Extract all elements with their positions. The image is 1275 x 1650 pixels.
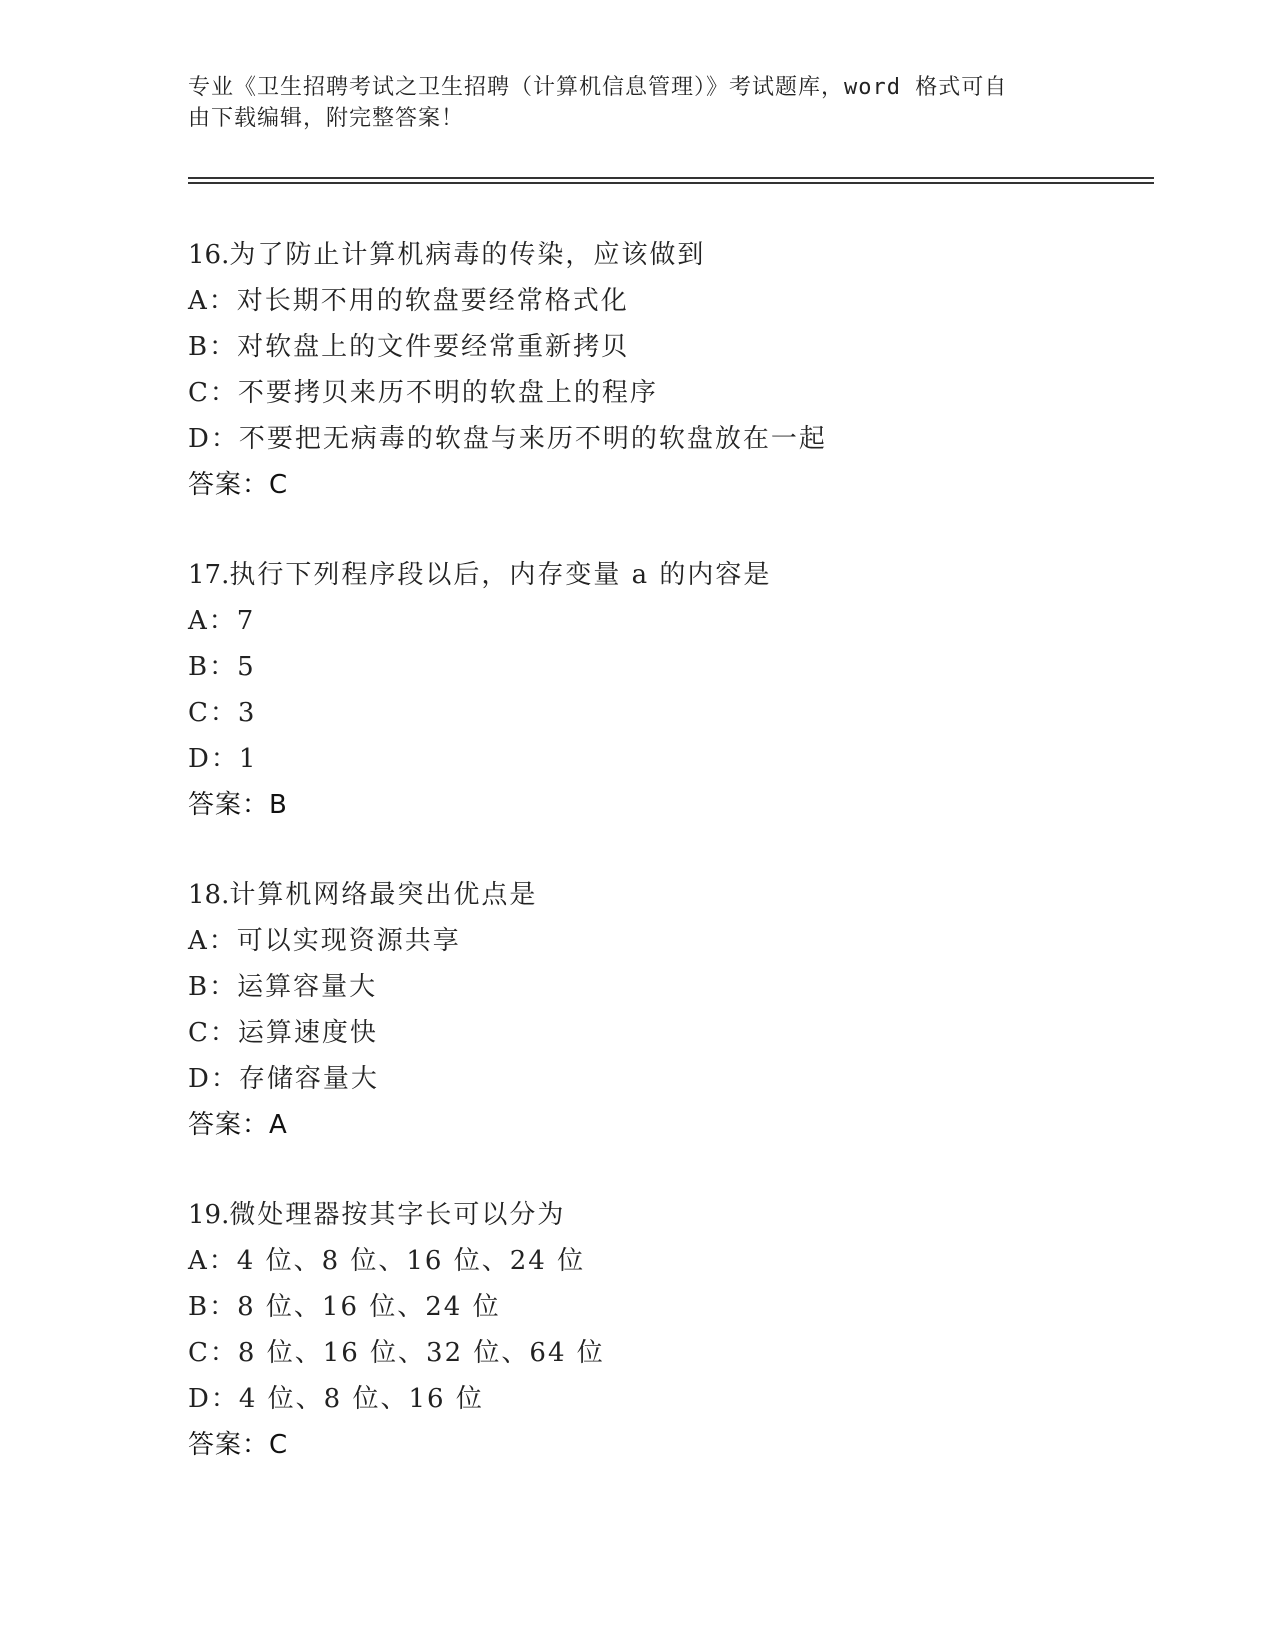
option-key: C：	[188, 1338, 238, 1368]
header-line-1: 专业《卫生招聘考试之卫生招聘（计算机信息管理）》考试题库，word 格式可自	[188, 75, 1008, 100]
answer-value: B	[269, 790, 288, 820]
option-key: B：	[188, 332, 238, 362]
option-a	[188, 278, 1154, 324]
option-a	[188, 918, 1154, 964]
option-a	[188, 1238, 1154, 1284]
answer-value: C	[269, 1430, 289, 1460]
answer-line	[188, 1102, 1154, 1148]
header-divider-top	[188, 177, 1154, 179]
answer-value: A	[269, 1110, 288, 1140]
document-header	[188, 72, 1078, 134]
option-text: 1	[238, 744, 258, 774]
question-title	[188, 232, 1154, 278]
answer-label: 答案：	[188, 470, 270, 500]
option-d	[188, 736, 1154, 782]
option-key: D：	[188, 1064, 239, 1094]
option-text: 运算容量大	[237, 972, 378, 1002]
question-list	[188, 232, 1154, 1512]
option-c	[188, 690, 1154, 736]
answer-label: 答案：	[188, 790, 270, 820]
question-16	[188, 232, 1154, 552]
question-title	[188, 1192, 1154, 1238]
answer-label: 答案：	[188, 1110, 270, 1140]
option-b	[188, 324, 1154, 370]
option-key: B：	[188, 972, 238, 1002]
header-divider-bottom	[188, 182, 1154, 184]
option-key: A：	[188, 286, 237, 316]
option-key: A：	[188, 606, 237, 636]
option-text: 对软盘上的文件要经常重新拷贝	[237, 332, 630, 362]
option-key: C：	[188, 378, 238, 408]
option-text: 8 位、16 位、24 位	[237, 1292, 501, 1322]
option-key: A：	[188, 926, 237, 956]
question-text: 微处理器按其字长可以分为	[229, 1200, 566, 1230]
option-b	[188, 644, 1154, 690]
option-text: 5	[237, 652, 256, 682]
header-line-2: 由下载编辑，附完整答案！	[188, 106, 465, 131]
option-text: 8 位、16 位、32 位、64 位	[237, 1338, 605, 1368]
option-key: D：	[188, 424, 239, 454]
option-d	[188, 1376, 1154, 1422]
option-key: D：	[188, 744, 239, 774]
option-key: D：	[188, 1384, 239, 1414]
question-text: 计算机网络最突出优点是	[229, 880, 538, 910]
option-text: 运算速度快	[237, 1018, 378, 1048]
option-b	[188, 1284, 1154, 1330]
option-key: B：	[188, 1292, 238, 1322]
option-c	[188, 1330, 1154, 1376]
option-text: 可以实现资源共享	[236, 926, 461, 956]
question-title	[188, 552, 1154, 598]
option-c	[188, 370, 1154, 416]
option-key: A：	[188, 1246, 237, 1276]
question-number: 19.	[188, 1200, 230, 1230]
question-text: 为了防止计算机病毒的传染，应该做到	[229, 240, 706, 270]
question-text: 执行下列程序段以后，内存变量 a 的内容是	[229, 560, 772, 590]
answer-value: C	[269, 470, 289, 500]
option-text: 不要把无病毒的软盘与来历不明的软盘放在一起	[238, 424, 827, 454]
option-c	[188, 1010, 1154, 1056]
option-key: B：	[188, 652, 238, 682]
question-number: 17.	[188, 560, 230, 590]
option-key: C：	[188, 698, 238, 728]
option-text: 对长期不用的软盘要经常格式化	[236, 286, 629, 316]
option-key: C：	[188, 1018, 238, 1048]
option-d	[188, 1056, 1154, 1102]
question-number: 16.	[188, 240, 230, 270]
question-18	[188, 872, 1154, 1192]
option-text: 4 位、8 位、16 位、24 位	[236, 1246, 586, 1276]
answer-line	[188, 1422, 1154, 1468]
option-a	[188, 598, 1154, 644]
answer-label: 答案：	[188, 1430, 270, 1460]
question-19	[188, 1192, 1154, 1512]
option-text: 4 位、8 位、16 位	[238, 1384, 484, 1414]
answer-line	[188, 782, 1154, 828]
question-title	[188, 872, 1154, 918]
question-17	[188, 552, 1154, 872]
option-text: 3	[237, 698, 257, 728]
option-text: 7	[236, 606, 256, 636]
question-number: 18.	[188, 880, 230, 910]
option-d	[188, 416, 1154, 462]
option-text: 存储容量大	[238, 1064, 379, 1094]
option-b	[188, 964, 1154, 1010]
option-text: 不要拷贝来历不明的软盘上的程序	[237, 378, 658, 408]
answer-line	[188, 462, 1154, 508]
